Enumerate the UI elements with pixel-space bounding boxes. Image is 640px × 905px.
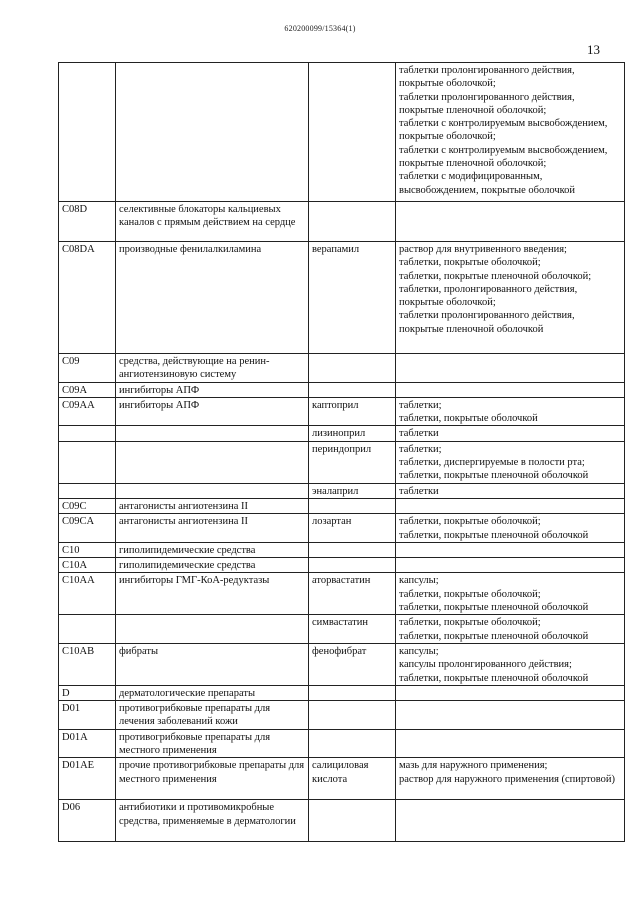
page-number: 13 [587, 42, 600, 57]
cell-code [59, 242, 116, 354]
cell-group-line: ингибиторы АПФ [119, 384, 200, 396]
cell-forms-line: таблетки пролонгированного действия, покрытые оболочкой; [399, 65, 575, 90]
cell-code-line: C09A [62, 384, 88, 396]
cell-drug [309, 800, 396, 842]
cell-drug [309, 643, 396, 685]
cell-code [59, 615, 116, 644]
table-row [59, 558, 625, 573]
cell-drug [309, 202, 396, 242]
cell-forms-line: капсулы; [399, 575, 439, 587]
cell-drug [309, 498, 396, 513]
cell-code [59, 382, 116, 397]
cell-group [116, 354, 309, 383]
cell-forms [396, 441, 625, 483]
cell-group-line: антагонисты ангиотензина II [119, 500, 248, 512]
cell-drug [309, 483, 396, 498]
document-id: 620200099/15364(1) [284, 24, 356, 33]
cell-code-line: C10 [62, 544, 80, 556]
table-row [59, 354, 625, 383]
cell-drug-line: симвастатин [312, 617, 368, 629]
cell-code [59, 397, 116, 426]
cell-code [59, 701, 116, 730]
cell-forms [396, 615, 625, 644]
table-row [59, 498, 625, 513]
cell-forms-line: раствор для внутривенного введения; [399, 244, 567, 255]
cell-drug-line: лизиноприл [312, 428, 366, 440]
drug-table [58, 62, 625, 842]
cell-group [116, 542, 309, 557]
cell-group-line: средства, действующие на ренин-ангиотензиновую систему [119, 356, 270, 381]
cell-code [59, 354, 116, 383]
cell-group [116, 685, 309, 700]
cell-group [116, 558, 309, 573]
cell-forms [396, 63, 625, 202]
cell-code [59, 441, 116, 483]
cell-drug [309, 615, 396, 644]
table-row [59, 397, 625, 426]
cell-code [59, 685, 116, 700]
table-row [59, 441, 625, 483]
table-row [59, 242, 625, 354]
cell-group [116, 643, 309, 685]
cell-code-line: D [62, 687, 70, 699]
cell-forms [396, 758, 625, 800]
cell-forms [396, 729, 625, 758]
cell-group-line: противогрибковые препараты для местного применения [119, 731, 271, 757]
cell-drug [309, 514, 396, 543]
cell-group-line: противогрибковые препараты для лечения заболеваний кожи [119, 703, 271, 728]
cell-group [116, 615, 309, 644]
cell-code [59, 758, 116, 800]
cell-code [59, 202, 116, 242]
cell-group [116, 202, 309, 242]
table-body [59, 63, 625, 842]
cell-group [116, 382, 309, 397]
cell-code [59, 643, 116, 685]
cell-forms [396, 397, 625, 426]
cell-code-line: D01AE [62, 760, 95, 772]
cell-code [59, 800, 116, 842]
table-row [59, 729, 625, 758]
cell-forms [396, 202, 625, 242]
cell-drug [309, 758, 396, 800]
cell-drug [309, 729, 396, 758]
cell-code [59, 483, 116, 498]
cell-forms [396, 685, 625, 700]
cell-group [116, 426, 309, 441]
cell-forms-line: таблетки, покрытые пленочной оболочкой [399, 630, 589, 642]
cell-code-line: C10AB [62, 645, 95, 657]
cell-drug [309, 573, 396, 615]
cell-forms [396, 382, 625, 397]
cell-group-line: гиполипидемические средства [119, 544, 256, 556]
table-row [59, 382, 625, 397]
table-row [59, 514, 625, 543]
cell-code-line: C09C [62, 500, 87, 512]
cell-drug-line: периндоприл [312, 443, 372, 455]
cell-forms [396, 242, 625, 354]
cell-drug-line: фенофибрат [312, 645, 367, 657]
cell-forms [396, 800, 625, 842]
cell-code-line: C09AA [62, 399, 95, 411]
cell-group-line: прочие противогрибковые препараты для местного применения [119, 760, 305, 785]
cell-code-line: D01A [62, 731, 88, 743]
cell-forms-line: таблетки с модифицированным, высвобождением, покрытые оболочкой [399, 171, 576, 196]
cell-forms [396, 643, 625, 685]
table-row [59, 758, 625, 800]
cell-group-line: селективные блокаторы кальциевых каналов с прямым действием на сердце [119, 204, 296, 229]
cell-code-line: D01 [62, 703, 81, 715]
cell-forms [396, 573, 625, 615]
cell-forms-line: таблетки [399, 428, 439, 440]
cell-forms-line: таблетки, покрытые оболочкой; [399, 588, 541, 600]
cell-group [116, 483, 309, 498]
cell-forms-line: таблетки, покрытые оболочкой; [399, 257, 541, 269]
cell-forms [396, 426, 625, 441]
cell-group [116, 441, 309, 483]
cell-drug-line: лозартан [312, 516, 352, 528]
cell-group [116, 573, 309, 615]
cell-group-line: ингибиторы АПФ [119, 399, 200, 411]
cell-group [116, 701, 309, 730]
cell-forms-line: таблетки, покрытые пленочной оболочкой [399, 470, 589, 482]
cell-group-line: ингибиторы ГМГ-КоА-редуктазы [119, 575, 270, 587]
cell-code-line: C09CA [62, 516, 95, 528]
cell-code-line: C08D [62, 204, 88, 215]
cell-forms-line: таблетки, покрытые пленочной оболочкой; [399, 270, 592, 282]
cell-forms-line: таблетки, покрытые пленочной оболочкой [399, 529, 589, 541]
cell-drug-line: эналаприл [312, 485, 359, 497]
cell-drug [309, 701, 396, 730]
cell-drug [309, 242, 396, 354]
table-row [59, 202, 625, 242]
cell-drug [309, 354, 396, 383]
table-row [59, 800, 625, 842]
cell-forms-line: капсулы; [399, 645, 439, 657]
table-row [59, 643, 625, 685]
cell-code [59, 558, 116, 573]
cell-group [116, 498, 309, 513]
cell-group-line: антагонисты ангиотензина II [119, 516, 248, 528]
cell-drug [309, 63, 396, 202]
cell-group-line: антибиотики и противомикробные средства, применяемые в дерматологии [119, 802, 296, 827]
cell-forms [396, 542, 625, 557]
cell-forms-line: таблетки; [399, 443, 442, 455]
cell-group-line: производные фенилалкиламина [119, 244, 262, 255]
cell-forms-line: мазь для наружного применения; [399, 760, 548, 772]
cell-forms-line: таблетки, диспергируемые в полости рта; [399, 457, 585, 469]
table-row [59, 542, 625, 557]
table-row [59, 483, 625, 498]
cell-drug [309, 441, 396, 483]
cell-forms-line: таблетки с контролируемым высвобождением, покрытые оболочкой; [399, 118, 608, 143]
cell-drug-line: салициловая кислота [312, 760, 369, 785]
cell-group-line: фибраты [119, 645, 159, 657]
cell-group-line: гиполипидемические средства [119, 560, 256, 572]
cell-forms-line: таблетки [399, 485, 439, 497]
cell-code-line: C09 [62, 356, 80, 367]
cell-drug [309, 426, 396, 441]
cell-group [116, 242, 309, 354]
cell-code [59, 426, 116, 441]
cell-group [116, 63, 309, 202]
cell-forms [396, 558, 625, 573]
cell-drug-line: аторвастатин [312, 575, 371, 587]
cell-forms-line: таблетки пролонгированного действия, покрытые пленочной оболочкой [399, 310, 575, 335]
cell-group [116, 729, 309, 758]
cell-code [59, 542, 116, 557]
cell-drug [309, 685, 396, 700]
table-row [59, 685, 625, 700]
cell-forms-line: таблетки, покрытые пленочной оболочкой [399, 602, 589, 614]
cell-group [116, 397, 309, 426]
cell-forms [396, 354, 625, 383]
cell-forms-line: таблетки; [399, 399, 442, 411]
cell-code-line: C10AA [62, 575, 95, 587]
cell-code [59, 498, 116, 513]
cell-forms [396, 498, 625, 513]
cell-drug [309, 542, 396, 557]
cell-group [116, 514, 309, 543]
cell-code [59, 729, 116, 758]
cell-group-line: дерматологические препараты [119, 687, 255, 699]
cell-forms-line: таблетки, покрытые оболочкой; [399, 516, 541, 528]
cell-forms [396, 701, 625, 730]
table-row [59, 63, 625, 202]
cell-drug [309, 558, 396, 573]
table-row [59, 573, 625, 615]
cell-code [59, 514, 116, 543]
table-row [59, 701, 625, 730]
table-row [59, 426, 625, 441]
cell-drug-line: верапамил [312, 244, 360, 255]
table-row [59, 615, 625, 644]
cell-code-line: D06 [62, 802, 81, 814]
cell-forms-line: капсулы пролонгированного действия; [399, 659, 572, 671]
cell-forms-line: таблетки, пролонгированного действия, покрытые оболочкой; [399, 283, 578, 309]
cell-code-line: C10A [62, 560, 88, 572]
cell-drug-line: каптоприл [312, 399, 359, 411]
cell-forms-line: таблетки, покрытые оболочкой [399, 413, 538, 425]
cell-forms-line: таблетки с контролируемым высвобождением, покрытые пленочной оболочкой; [399, 144, 608, 170]
cell-code [59, 63, 116, 202]
cell-forms-line: таблетки, покрытые пленочной оболочкой [399, 672, 589, 684]
cell-forms-line: таблетки, покрытые оболочкой; [399, 617, 541, 629]
cell-forms [396, 514, 625, 543]
cell-forms-line: раствор для наружного применения (спиртовой) [399, 773, 615, 785]
cell-drug [309, 382, 396, 397]
cell-group [116, 758, 309, 800]
cell-group [116, 800, 309, 842]
cell-drug [309, 397, 396, 426]
cell-code [59, 573, 116, 615]
cell-forms-line: таблетки пролонгированного действия, покрытые пленочной оболочкой; [399, 91, 575, 116]
cell-code-line: C08DA [62, 244, 95, 255]
cell-forms [396, 483, 625, 498]
